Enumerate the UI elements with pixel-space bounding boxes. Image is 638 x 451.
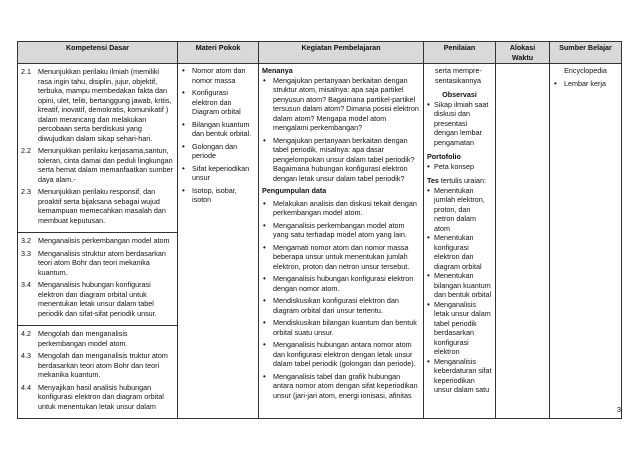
kompetensi-text: Menganalisis struktur atom berdasarkan teori atom Bohr dan teori mekanika kuantum. (38, 248, 166, 277)
menanya-item: • Mengajukan pertanyaan berkaitan dengan struktur atom, misalnya: apa saja partikel penyusun atom? Bagaimana partikel-partikel tersusun dalam atom? Dimana posisi elektron dalam atom? Mengapa model atom mengalami perkembangan? (262, 76, 420, 133)
observasi-heading: Observasi (442, 90, 477, 99)
tes-list (427, 186, 492, 395)
kompetensi-number: 3.4 (21, 280, 31, 289)
kompetensi-item (21, 280, 174, 318)
sumber-item: • Lembar kerja (553, 79, 618, 89)
kompetensi-item (21, 236, 174, 246)
header-alokasi-waktu: Alokasi Waktu (496, 42, 550, 64)
kompetensi-number: 2.1 (21, 67, 31, 76)
pengumpulan-item: • Melakukan analisis dan diskusi tekait dengan perkembangan model atom. (262, 199, 420, 218)
syllabus-table (17, 41, 622, 419)
kompetensi-number: 2.3 (21, 187, 31, 196)
header-penilaian: Penilaian (424, 42, 496, 64)
kompetensi-item (21, 146, 174, 184)
materi-cell (178, 64, 259, 419)
pengumpulan-item: • Mendiskusikan bilangan kuantum dan bentuk orbital suatu unsur. (262, 318, 420, 337)
kompetensi-block (18, 64, 177, 232)
alokasi-cell (496, 64, 550, 419)
table-header-row (18, 42, 622, 64)
materi-item: • Konfigurasi elektron dan Diagram orbital (181, 88, 255, 117)
sumber-cell (550, 64, 622, 419)
kompetensi-number: 2.2 (21, 146, 31, 155)
kompetensi-number: 4.4 (21, 382, 31, 392)
kompetensi-block (18, 325, 177, 418)
kompetensi-item (21, 383, 174, 412)
kompetensi-text: Mengolah dan menganalisis truktur atom berdasarkan teori atom Bohr dan teori mekanika kuantum. (38, 351, 168, 379)
portofolio-item: • Peta konsep (427, 162, 492, 172)
kompetensi-text: Menunjukkan perilaku kerjasama,santun, toleran, cinta damai dan peduli lingkungan serta hemat dalam memanfaatkan sumber daya alam.- (38, 146, 174, 184)
observasi-item: • Sikap ilmiah saat diskusi dan presentasi dengan lembar pengamatan (427, 100, 492, 148)
pengumpulan-item: • Mendiskusikan konfigurasi elektron dan diagram orbital dari unsur tertentu. (262, 296, 420, 315)
tes-rest-label: tertulis uraian: (438, 176, 486, 185)
table-row (18, 64, 622, 419)
pengumpulan-heading: Pengumpulan data (262, 186, 327, 195)
observasi-list (427, 100, 492, 148)
menanya-list (262, 76, 420, 184)
materi-item: • Bilangan kuantum dan bentuk orbital. (181, 120, 255, 139)
tes-item: • Menentukan konfigurasi elektron dan diagram orbital (427, 233, 492, 271)
pengumpulan-item: • Menganalisis tabel dan grafik hubungan antara nomor atom dengan sifat keperiodikan unsur (jari-jari atom, energi ionisasi, afinitas (262, 372, 420, 401)
kompetensi-block (18, 232, 177, 325)
sumber-top-text: Encyclopedia (564, 66, 607, 75)
kompetensi-text: Mengolah dan menganalisis perkembangan model atom. (38, 329, 128, 348)
kompetensi-number: 4.3 (21, 351, 31, 360)
header-sumber-belajar: Sumber Belajar (550, 42, 622, 64)
menanya-heading: Menanya (262, 66, 293, 75)
kompetensi-blocks (18, 64, 177, 418)
penilaian-top-text: serta mempre-sentasikannya (435, 66, 482, 85)
kompetensi-cell (18, 64, 178, 419)
tes-item: • Menganalisis letak unsur dalam tabel periodik berdasarkan konfigurasi elektron (427, 300, 492, 357)
tes-heading (427, 176, 492, 186)
kompetensi-item (21, 187, 174, 225)
header-kegiatan-pembelajaran: Kegiatan Pembelajaran (259, 42, 424, 64)
materi-list (181, 66, 255, 205)
sumber-list (553, 79, 618, 89)
kompetensi-item (21, 351, 174, 380)
kompetensi-item (21, 249, 174, 278)
penilaian-cell (424, 64, 496, 419)
tes-item: • Menentukan bilangan kuantum dan bentuk orbital (427, 271, 492, 300)
kompetensi-number: 3.3 (21, 248, 31, 258)
portofolio-list (427, 162, 492, 172)
kompetensi-item (21, 329, 174, 348)
materi-item: • Isotop, isobar, isoton (181, 186, 255, 205)
kegiatan-cell (259, 64, 424, 419)
tes-bold-label: Tes (427, 176, 439, 185)
kompetensi-text: Menunjukkan perilaku ilmiah (memiliki rasa ingin tahu, disiplin, jujur, objektif, terbuka, mampu membedakan fakta dan opini, ulet, teliti, bertanggung jawab, kritis, kreatif, inovatif, demokratis, komunikatif ) dalam merancang dan melakukan percobaan serta berdiskusi yang diwujudkan dalam sikap sehari-hari. (38, 67, 172, 143)
pengumpulan-item: • Menganalisis perkembangan model atom yang satu terhadap model atom yang lain. (262, 221, 420, 240)
kompetensi-text: Menganalisis perkembangan model atom (38, 236, 170, 245)
kompetensi-text: Menganalisis hubungan konfigurasi elektron dan diagram orbital untuk menentukan letak unsur dalam tabel periodik dan sifat-sifat periodik unsur. (38, 280, 157, 318)
kompetensi-number: 3.2 (21, 236, 31, 245)
kompetensi-text: Menunjukkan perilaku responsif, dan proaktif serta bijaksana sebagai wujud kemampuan memecahkan masalah dan membuat keputusan. (38, 187, 166, 225)
header-kompetensi-dasar: Kompetensi Dasar (18, 42, 178, 64)
materi-item: • Golongan dan periode (181, 142, 255, 161)
tes-item: • Menganalisis keberdaturan sifat keperiodikan unsur dalam satu (427, 357, 492, 395)
page-number: 3 (616, 405, 621, 414)
kompetensi-number: 4.2 (21, 329, 31, 338)
kompetensi-item (21, 67, 174, 143)
kompetensi-text: Menyajikan hasil analisis hubungan konfigurasi elektron dan diagram orbital untuk menentukan letak unsur dalam (38, 382, 164, 411)
portofolio-heading: Portofolio (427, 152, 461, 161)
pengumpulan-item: • Menganalisis hubungan konfigurasi elektron dengan nomor atom. (262, 274, 420, 293)
materi-item: • Nomor atom dan nomor massa (181, 66, 255, 85)
pengumpulan-item: • Menganalisis hubungan antara nomor atom dan konfigurasi elektron dengan letak unsur dalam tabel periodik (golongan dan periode). (262, 340, 420, 369)
menanya-item: • Mengajukan pertanyaan berkaitan dengan tabel periodik, misalnya: apa dasar pengelompokan unsur dalam tabel periodik? Bagaimana hubungan konfigurasi elektron dengan letak unsur dalam tabel periodik? (262, 136, 420, 184)
materi-item: • Sifat keperiodikan unsur (181, 164, 255, 183)
header-materi-pokok: Materi Pokok (178, 42, 259, 64)
tes-item: • Menentukan jumlah elektron, proton, dan netron dalam atom (427, 186, 492, 234)
pengumpulan-item: • Mengamati nomor atom dan nomor massa beberapa unsur untuk menentukan jumlah elektron, proton dan netron unsur tersebut. (262, 243, 420, 272)
pengumpulan-list (262, 199, 420, 401)
